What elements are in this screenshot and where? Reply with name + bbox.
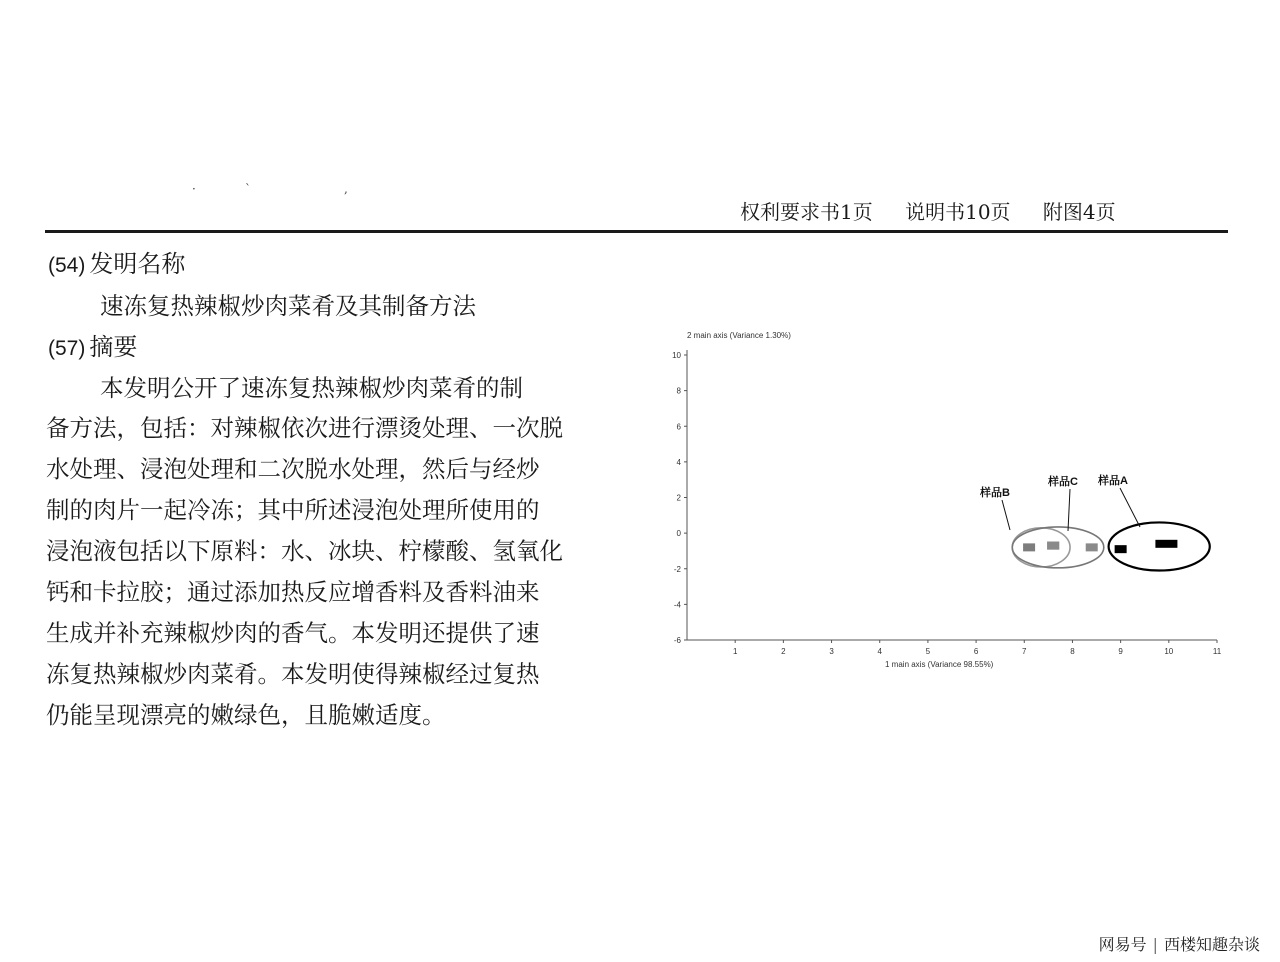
section-54-heading [48,244,185,279]
y-axis-label: 2 main axis (Variance 1.30%) [687,331,791,340]
abstract-line: 浸泡液包括以下原料：水、冰块、柠檬酸、氢氧化 [46,537,563,565]
x-tick-label: 10 [1164,647,1174,656]
section-54-number: (54) [48,254,86,277]
chart-axes [687,350,1217,640]
sample-label-leader [1120,488,1140,527]
sample-point [1086,543,1098,551]
y-tick-label: 10 [672,351,681,360]
scan-speck: · [192,182,196,196]
header-rule [45,230,1228,233]
invention-title: 速冻复热辣椒炒肉菜肴及其制备方法 [100,292,476,320]
x-tick-label: 3 [829,647,834,656]
x-tick-label: 2 [781,647,786,656]
y-tick-label: 2 [676,493,681,503]
y-tick-label: 6 [676,422,681,432]
section-57-label: 摘要 [89,333,138,361]
sample-point [1047,542,1059,550]
footer-author: 西楼知趣杂谈 [1163,935,1260,954]
section-54-label: 发明名称 [89,250,186,278]
y-tick-label: -4 [673,600,681,610]
watermark-footer [1099,932,1260,955]
abstract-line: 本发明公开了速冻复热辣椒炒肉菜肴的制 [100,374,523,402]
abstract-line: 水处理、浸泡处理和二次脱水处理，然后与经炒 [46,455,540,483]
sample-label: 样品B [980,487,1010,499]
sample-point [1023,543,1035,551]
x-tick-label: 4 [877,647,882,656]
y-tick-label: 8 [676,386,681,396]
chart-ticks [672,351,1222,656]
y-tick-label: 0 [676,529,681,539]
y-tick-label: -6 [673,636,681,645]
abstract-line: 制的肉片一起冷冻；其中所述浸泡处理所使用的 [46,496,540,524]
abstract-line: 仍能呈现漂亮的嫩绿色，且脆嫩适度。 [46,701,446,729]
page-count-header [740,196,1116,225]
y-tick-label: 4 [676,457,681,467]
section-57-number: (57) [48,337,86,360]
section-57-heading [48,327,137,362]
abstract-line: 生成并补充辣椒炒肉的香气。本发明还提供了速 [46,619,540,647]
abstract-line: 备方法，包括：对辣椒依次进行漂烫处理、一次脱 [46,414,563,442]
x-tick-label: 9 [1118,647,1123,656]
sample-label-leader [1002,500,1010,530]
x-tick-label: 11 [1212,647,1222,656]
abstract-line: 钙和卡拉胶；通过添加热反应增香料及香料油来 [46,578,540,606]
sample-label-leader [1068,489,1070,531]
x-axis-label: 1 main axis (Variance 98.55%) [885,660,994,669]
footer-source: 网易号 [1098,935,1147,954]
claims-page-count: 权利要求书1页 [740,200,873,224]
x-tick-label: 1 [732,647,738,656]
x-tick-label: 8 [1070,647,1075,656]
footer-separator: | [1152,935,1158,954]
chart-marks [979,473,1210,571]
description-page-count: 说明书10页 [905,200,1011,224]
abstract-line: 冻复热辣椒炒肉菜肴。本发明使得辣椒经过复热 [46,660,540,688]
sample-ellipse [1012,528,1070,567]
scan-speck: , [344,182,348,196]
x-tick-label: 6 [973,647,979,656]
scan-speck: ` [245,182,251,196]
sample-label: 样品C [1048,476,1078,488]
figures-page-count: 附图4页 [1042,200,1116,224]
sample-label: 样品A [1098,475,1128,487]
sample-point [1155,540,1177,548]
y-tick-label: -2 [673,564,681,574]
x-tick-label: 7 [1022,647,1027,656]
pca-scatter-chart [660,320,1230,680]
sample-point [1115,545,1127,553]
x-tick-label: 5 [925,647,931,656]
